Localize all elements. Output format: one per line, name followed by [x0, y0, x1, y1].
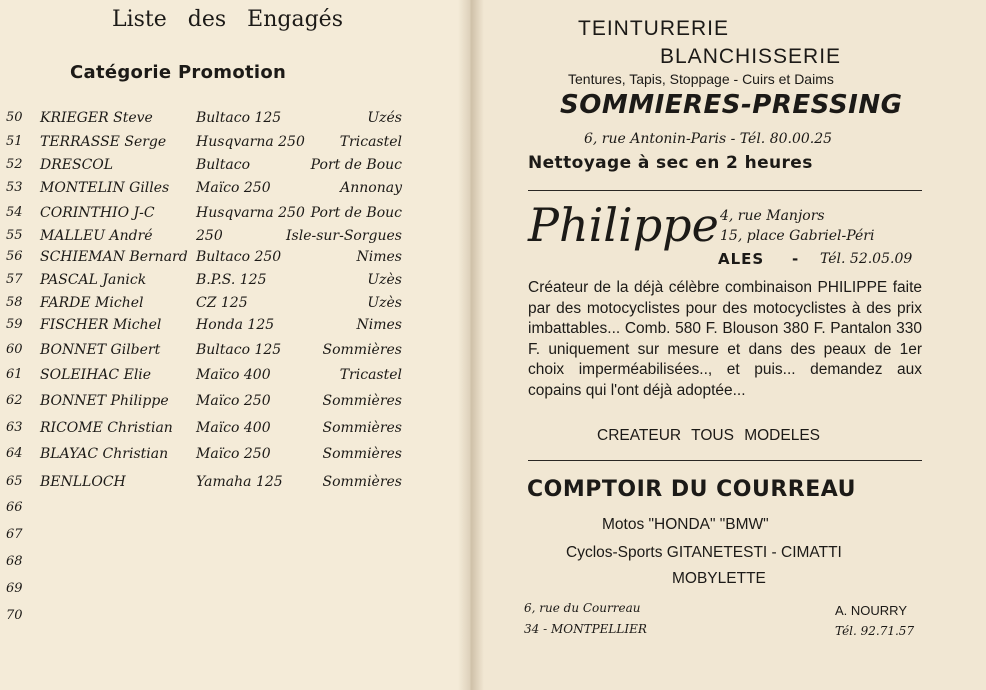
entry-number: 62 [6, 393, 23, 408]
entry-number: 57 [6, 272, 23, 287]
entry-name: DRESCOL [40, 157, 114, 173]
category-heading: Catégorie Promotion [70, 62, 287, 83]
ad2-tel: Tél. 52.05.09 [820, 251, 913, 267]
entry-number: 69 [6, 581, 23, 596]
entry-name: TERRASSE Serge [40, 134, 167, 150]
entry-town: Uzès [367, 295, 402, 311]
entry-town: Isle-sur-Sorgues [286, 228, 402, 244]
divider [528, 190, 922, 191]
entry-motorcycle: Yamaha 125 [196, 474, 283, 490]
entry-motorcycle: Honda 125 [196, 317, 275, 333]
entry-motorcycle: Bultaco 125 [196, 342, 282, 358]
entry-row [0, 180, 470, 202]
entry-row [0, 272, 470, 294]
entry-town: Nimes [356, 317, 402, 333]
entry-name: KRIEGER Steve [40, 110, 153, 126]
entry-name: BONNET Philippe [40, 393, 169, 409]
ad1-line1: TEINTURERIE [578, 17, 730, 40]
entry-row [0, 474, 470, 496]
entry-row [0, 393, 470, 415]
entry-number: 60 [6, 342, 23, 357]
entry-row [0, 317, 470, 339]
entry-town: Port de Bouc [310, 205, 402, 221]
entry-row [0, 554, 470, 576]
entry-name: BONNET Gilbert [40, 342, 161, 358]
entry-number: 64 [6, 446, 23, 461]
entry-town: Port de Bouc [310, 157, 402, 173]
ad2-addr2: 15, place Gabriel-Péri [720, 228, 875, 244]
entry-motorcycle: Bultaco 125 [196, 110, 282, 126]
entry-row [0, 446, 470, 468]
entry-number: 68 [6, 554, 23, 569]
entry-row [0, 228, 470, 250]
ad3-owner: A. NOURRY [835, 603, 907, 618]
entry-number: 65 [6, 474, 23, 489]
entry-number: 70 [6, 608, 23, 623]
entry-motorcycle: Maïco 250 [196, 393, 271, 409]
ad1-line3: Tentures, Tapis, Stoppage - Cuirs et Daims [568, 71, 834, 87]
ad3-mobylette: MOBYLETTE [672, 570, 766, 587]
entry-town: Sommières [322, 474, 402, 490]
entry-number: 52 [6, 157, 23, 172]
entry-number: 61 [6, 367, 23, 382]
entry-number: 54 [6, 205, 23, 220]
entry-row [0, 608, 470, 630]
entry-row [0, 205, 470, 227]
entry-row [0, 367, 470, 389]
entry-row [0, 157, 470, 179]
ad3-brand: COMPTOIR DU COURREAU [527, 477, 856, 502]
ad2-brand: Philippe [528, 198, 719, 252]
ad1-brand: SOMMIERES-PRESSING [560, 90, 903, 120]
entry-number: 53 [6, 180, 23, 195]
ad3-addr1: 6, rue du Courreau [524, 601, 641, 615]
ad3-tel: Tél. 92.71.57 [835, 624, 915, 638]
entry-name: MALLEU André [40, 228, 153, 244]
entry-row [0, 110, 470, 132]
entry-name: PASCAL Janick [40, 272, 147, 288]
entry-row [0, 134, 470, 156]
entry-name: BLAYAC Christian [40, 446, 169, 462]
entry-motorcycle: Maïco 400 [196, 367, 271, 383]
entry-number: 58 [6, 295, 23, 310]
entry-number: 59 [6, 317, 23, 332]
entry-town: Sommières [322, 446, 402, 462]
entry-row [0, 342, 470, 364]
left-page [0, 0, 470, 690]
entry-town: Uzès [367, 272, 402, 288]
entry-name: SCHIEMAN Bernard [40, 249, 188, 265]
entry-motorcycle: Husqvarna 250 [196, 134, 305, 150]
divider [528, 460, 922, 461]
entry-town: Tricastel [339, 367, 402, 383]
entry-name: FARDE Michel [40, 295, 144, 311]
entry-motorcycle: CZ 125 [196, 295, 248, 311]
entry-motorcycle: Maïco 250 [196, 446, 271, 462]
entry-row [0, 527, 470, 549]
entry-town: Sommières [322, 393, 402, 409]
entry-motorcycle: 250 [196, 228, 223, 244]
entry-motorcycle: Husqvarna 250 [196, 205, 305, 221]
ad3-motos: Motos "HONDA" "BMW" [602, 516, 769, 533]
ad2-addr1: 4, rue Manjors [720, 208, 825, 224]
entry-number: 67 [6, 527, 23, 542]
ad1-line2: BLANCHISSERIE [660, 45, 842, 68]
entry-town: Sommières [322, 420, 402, 436]
page-title: Liste des Engagés [112, 7, 343, 32]
entry-number: 63 [6, 420, 23, 435]
entry-number: 66 [6, 500, 23, 515]
ad3-cyclos: Cyclos-Sports GITANETESTI - CIMATTI [566, 544, 842, 561]
entry-motorcycle: B.P.S. 125 [196, 272, 267, 288]
ad1-slogan: Nettoyage à sec en 2 heures [528, 153, 813, 173]
entry-motorcycle: Maïco 250 [196, 180, 271, 196]
ad3-addr2: 34 - MONTPELLIER [524, 622, 647, 636]
entry-motorcycle: Bultaco 250 [196, 249, 282, 265]
entry-row [0, 581, 470, 603]
entry-number: 55 [6, 228, 23, 243]
entry-motorcycle: Maïco 400 [196, 420, 271, 436]
page-gutter [458, 0, 484, 690]
entry-name: CORINTHIO J-C [40, 205, 155, 221]
entry-number: 50 [6, 110, 23, 125]
ad2-dash: - [792, 250, 799, 268]
ad2-description: Créateur de la déjà célèbre combinaison PHILIPPE faite par des motocyclistes pour des motocyclistes à des prix imbattables... Comb. 580 F. Blouson 380 F. Pantalon 330 F. uniquement sur mesure et dans des peaux de 1er choix imperméabilisées.., et puis... demandez aux copains qui l'ont déjà adoptée... [528, 279, 922, 399]
entry-number: 51 [6, 134, 23, 149]
ad2-footer: CREATEUR TOUS MODELES [597, 427, 821, 444]
entry-row [0, 249, 470, 271]
entry-name: SOLEIHAC Elie [40, 367, 152, 383]
ad2-city: ALES [718, 250, 765, 268]
ad1-address: 6, rue Antonin-Paris - Tél. 80.00.25 [584, 131, 833, 147]
entry-row [0, 420, 470, 442]
entry-name: RICOME Christian [40, 420, 173, 436]
entry-town: Uzés [367, 110, 402, 126]
entry-name: FISCHER Michel [40, 317, 162, 333]
entry-town: Sommières [322, 342, 402, 358]
entry-motorcycle: Bultaco [196, 157, 251, 173]
entry-row [0, 500, 470, 522]
entry-town: Nimes [356, 249, 402, 265]
entry-town: Tricastel [339, 134, 402, 150]
entry-name: BENLLOCH [40, 474, 126, 490]
entry-number: 56 [6, 249, 23, 264]
entry-row [0, 295, 470, 317]
entry-town: Annonay [340, 180, 402, 196]
entry-name: MONTELIN Gilles [40, 180, 170, 196]
